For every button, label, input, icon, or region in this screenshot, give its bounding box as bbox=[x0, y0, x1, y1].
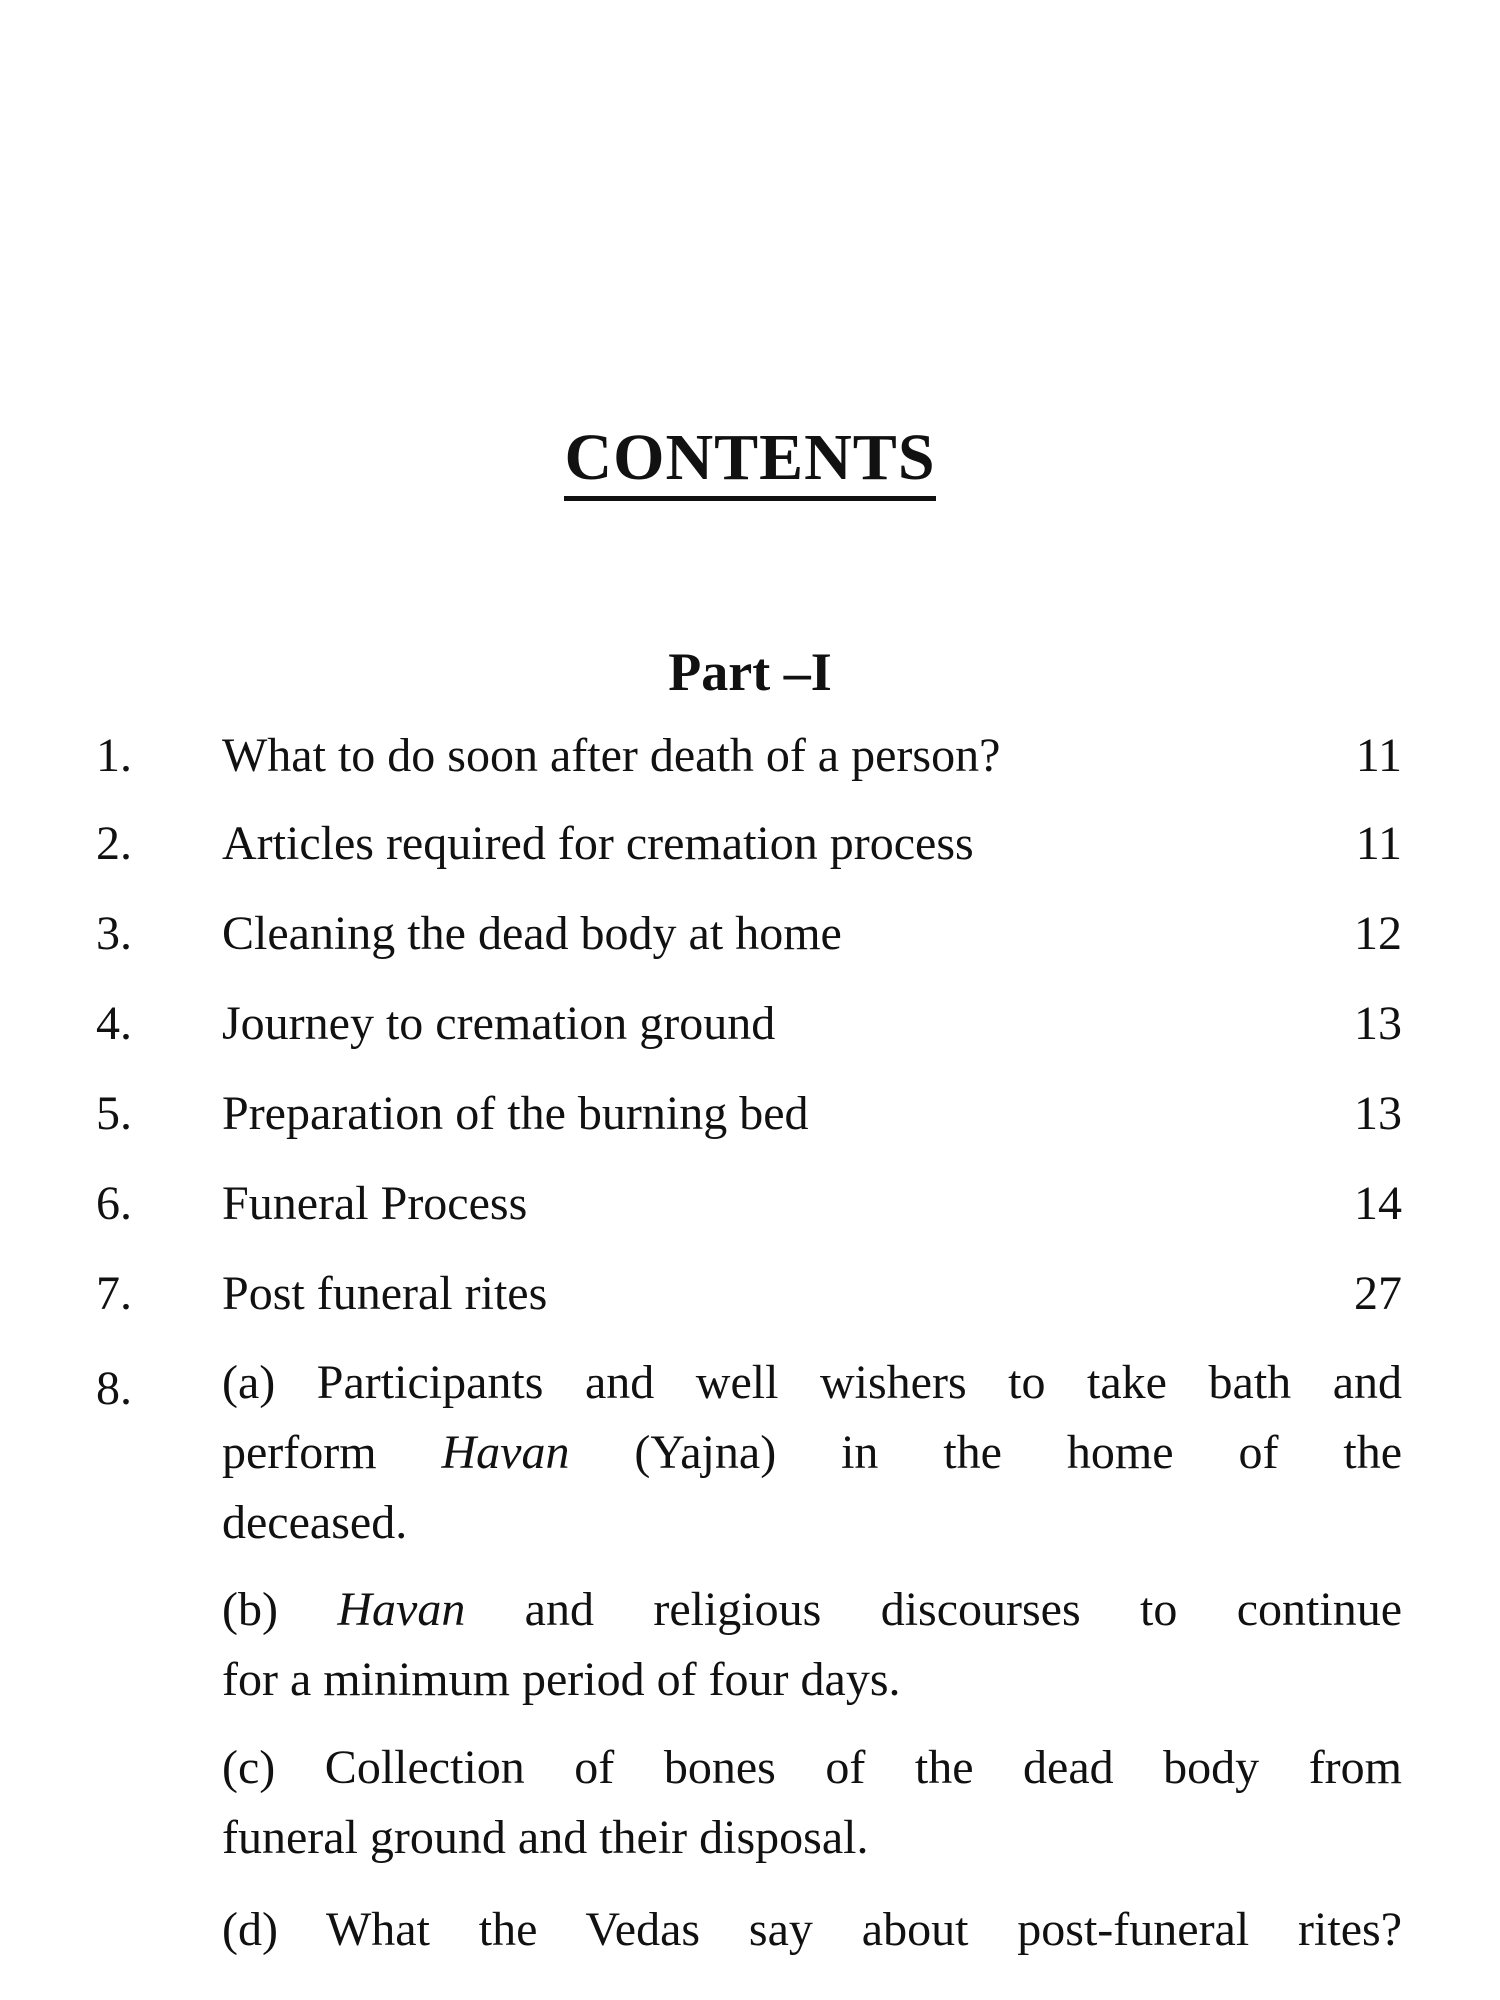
entry-number: 4. bbox=[96, 997, 132, 1050]
entry-number: 2. bbox=[96, 817, 132, 870]
entry-title: Preparation of the burning bed bbox=[222, 1087, 809, 1140]
toc-entry-8a[interactable] bbox=[222, 1348, 1402, 1558]
entry-page-number: 13 bbox=[1354, 997, 1402, 1050]
entry-page-number: 11 bbox=[1355, 817, 1402, 870]
entry-title: Cleaning the dead body at home bbox=[222, 907, 842, 960]
entry-number: 1. bbox=[96, 729, 132, 782]
entry-number: 5. bbox=[96, 1087, 132, 1140]
entry-8c-line-1: (c) Collection of bones of the dead body from bbox=[222, 1741, 1402, 1794]
entry-title: Articles required for cremation process bbox=[222, 817, 974, 870]
entry-8a-line-3: deceased. bbox=[222, 1496, 408, 1549]
entry-number-8: 8. bbox=[96, 1362, 132, 1415]
page-title bbox=[0, 421, 1500, 494]
entry-page-number: 27 bbox=[1354, 1267, 1402, 1320]
entry-title: Journey to cremation ground bbox=[222, 997, 776, 1050]
page-title-text: CONTENTS bbox=[564, 421, 935, 501]
part-heading: Part –I bbox=[668, 642, 832, 702]
entry-title: What to do soon after death of a person? bbox=[222, 729, 1001, 782]
toc-entry-8d[interactable] bbox=[222, 1895, 1402, 1965]
entry-title: Funeral Process bbox=[222, 1177, 528, 1230]
toc-entry-8c[interactable] bbox=[222, 1733, 1402, 1873]
entry-8d-line-1: (d) What the Vedas say about post-funeral rites? bbox=[222, 1903, 1402, 1956]
entry-8c-line-2: funeral ground and their disposal. bbox=[222, 1811, 869, 1864]
havan-term: Havan bbox=[337, 1583, 466, 1636]
entry-number: 3. bbox=[96, 907, 132, 960]
toc-entry-8b[interactable] bbox=[222, 1575, 1402, 1715]
entry-number: 6. bbox=[96, 1177, 132, 1230]
entry-8b-line-2: for a minimum period of four days. bbox=[222, 1653, 901, 1706]
entry-title: Post funeral rites bbox=[222, 1267, 548, 1320]
entry-8b-line-1: (b) Havan and religious discourses to continue bbox=[222, 1583, 1403, 1636]
entry-page-number: 13 bbox=[1354, 1087, 1402, 1140]
entry-8a-line-1: (a) Participants and well wishers to take bath and bbox=[222, 1356, 1402, 1409]
entry-page-number: 12 bbox=[1354, 907, 1402, 960]
havan-term: Havan bbox=[441, 1426, 570, 1479]
entry-page-number: 14 bbox=[1354, 1177, 1402, 1230]
entry-8a-line-2: perform Havan (Yajna) in the home of the bbox=[222, 1426, 1403, 1479]
entry-page-number: 11 bbox=[1355, 729, 1402, 782]
entry-number: 7. bbox=[96, 1267, 132, 1320]
